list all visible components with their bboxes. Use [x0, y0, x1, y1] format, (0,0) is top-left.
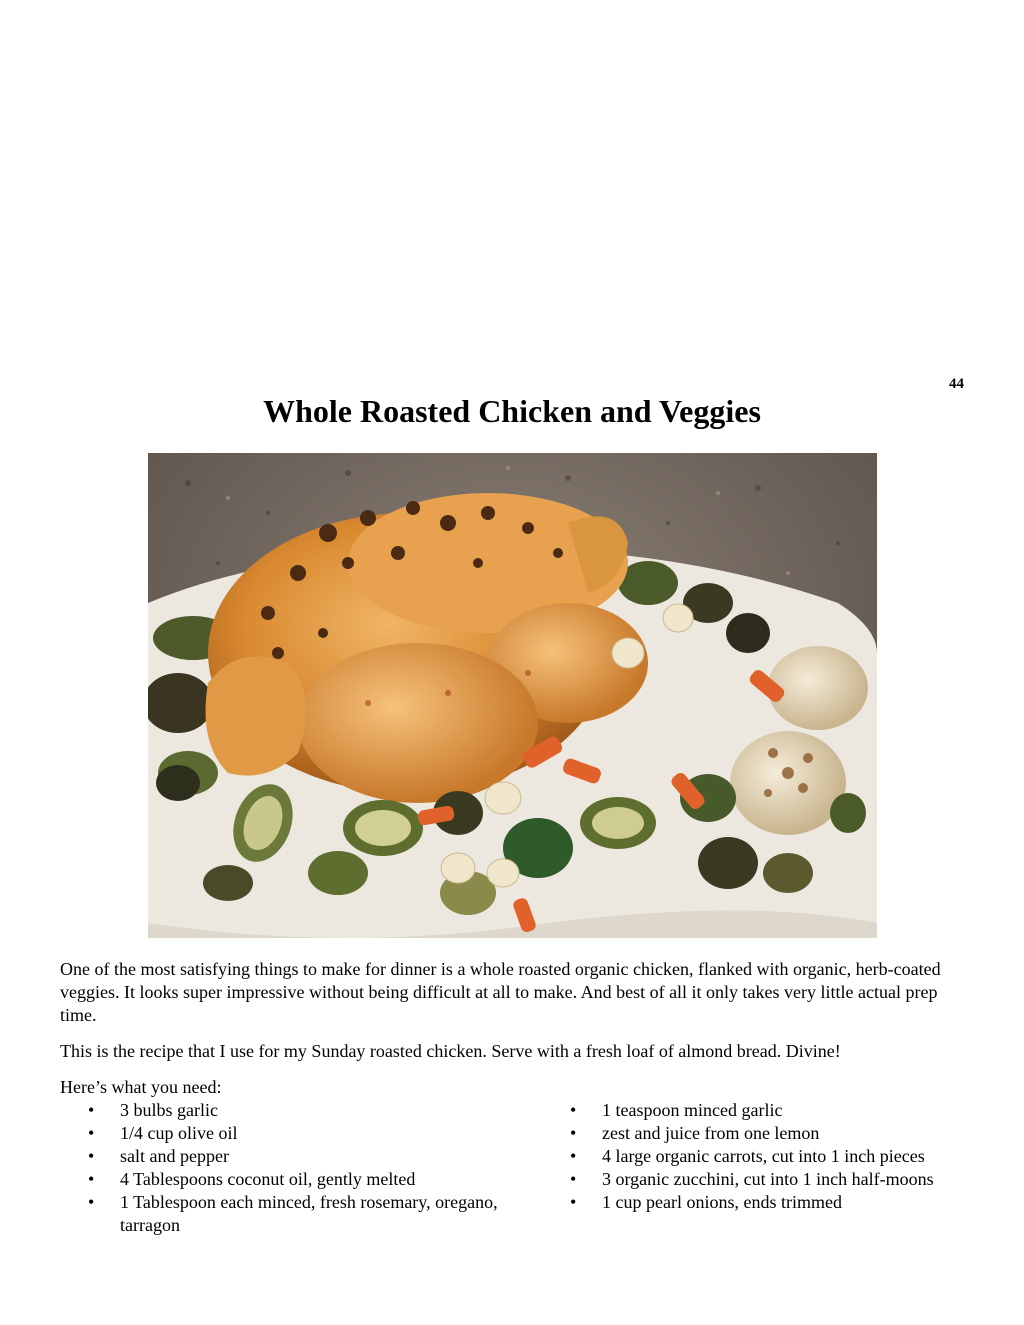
ingredients-heading: Here’s what you need:: [60, 1077, 222, 1097]
intro-paragraph: One of the most satisfying things to make for dinner is a whole roasted organic chicken, flanked with organic, herb-coated veggies. It looks super impressive without being difficult at all to make. And best of all it only takes very little actual prep time.: [60, 959, 941, 1025]
ingredients-list-left: [60, 1099, 500, 1237]
list-item: • 3 organic zucchini, cut into 1 inch half-moons: [542, 1168, 982, 1191]
list-item: • 4 Tablespoons coconut oil, gently melted: [60, 1168, 500, 1191]
serving-paragraph: This is the recipe that I use for my Sunday roasted chicken. Serve with a fresh loaf of almond bread. Divine!: [60, 1041, 841, 1061]
roasted-chicken-illustration: [148, 453, 877, 938]
list-item: • 1 Tablespoon each minced, fresh rosemary, oregano, tarragon: [60, 1191, 500, 1237]
list-item: • 1 cup pearl onions, ends trimmed: [542, 1191, 982, 1214]
ingredients-list-right: [542, 1099, 982, 1214]
list-item: • 1 teaspoon minced garlic: [542, 1099, 982, 1122]
list-item: • zest and juice from one lemon: [542, 1122, 982, 1145]
list-item: • 1/4 cup olive oil: [60, 1122, 500, 1145]
recipe-photo: [148, 453, 877, 938]
page-number: 44: [949, 376, 964, 392]
list-item: • 4 large organic carrots, cut into 1 inch pieces: [542, 1145, 982, 1168]
list-item: • 3 bulbs garlic: [60, 1099, 500, 1122]
recipe-title: Whole Roasted Chicken and Veggies: [263, 393, 761, 429]
list-item: • salt and pepper: [60, 1145, 500, 1168]
